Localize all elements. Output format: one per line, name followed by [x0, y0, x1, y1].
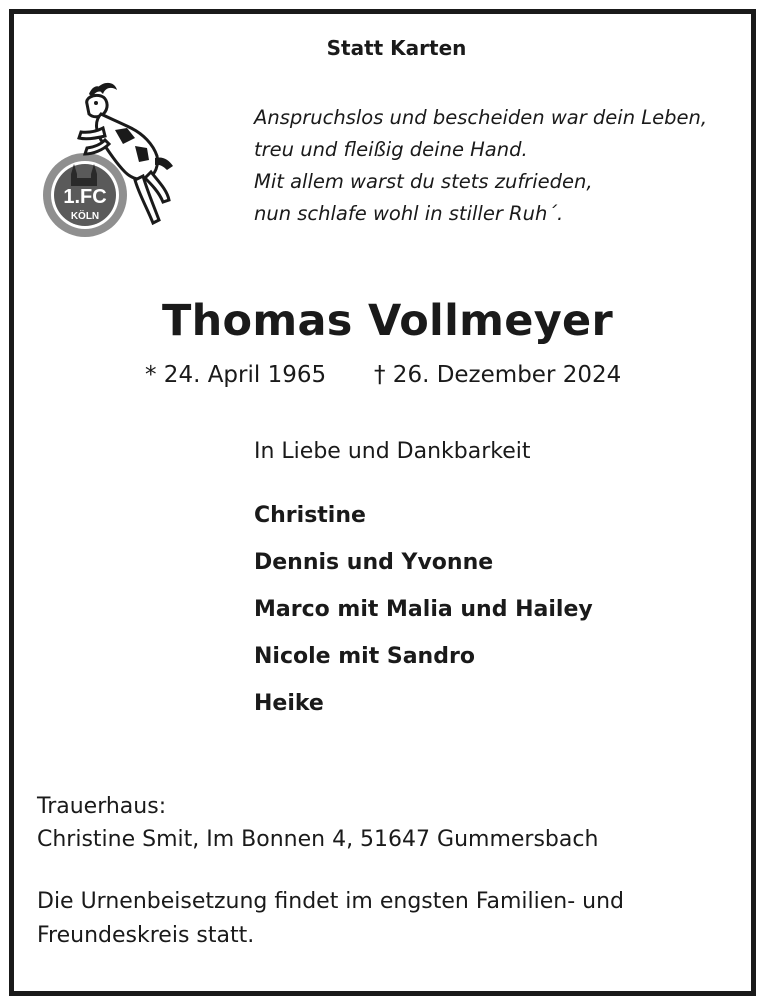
poem-line: Anspruchslos und bescheiden war dein Leben,	[254, 106, 708, 129]
dedication-line: In Liebe und Dankbarkeit	[254, 439, 531, 464]
trauerhaus-address: Christine Smit, Im Bonnen 4, 51647 Gummersbach	[37, 827, 599, 852]
funeral-note	[37, 885, 624, 953]
death-date: † 26. Dezember 2024	[374, 362, 622, 388]
crest-text-bottom: KÖLN	[70, 211, 100, 222]
funeral-note-line: Freundeskreis statt.	[37, 923, 255, 948]
crest-text-top: 1.FC	[63, 186, 107, 208]
mourner-name: Nicole mit Sandro	[254, 644, 475, 669]
mourner-name: Dennis und Yvonne	[254, 550, 494, 575]
funeral-note-line: Die Urnenbeisetzung findet im engsten Familien- und	[37, 889, 624, 914]
obituary-frame	[9, 9, 756, 996]
mourner-name: Heike	[254, 691, 324, 716]
club-logo	[35, 78, 185, 238]
goat-crest-icon	[35, 78, 185, 238]
mourner-name: Christine	[254, 503, 366, 528]
poem-line: treu und fleißig deine Hand.	[254, 138, 528, 161]
deceased-name: Thomas Vollmeyer	[162, 296, 613, 346]
poem	[254, 102, 707, 230]
poem-line: nun schlafe wohl in stiller Ruh´.	[254, 202, 564, 225]
mourners-list	[254, 501, 593, 736]
mourner-name: Marco mit Malia und Hailey	[254, 597, 593, 622]
trauerhaus-label: Trauerhaus:	[37, 794, 167, 819]
header-statt-karten: Statt Karten	[326, 36, 467, 60]
birth-date: * 24. April 1965	[145, 362, 327, 388]
poem-line: Mit allem warst du stets zufrieden,	[254, 170, 593, 193]
